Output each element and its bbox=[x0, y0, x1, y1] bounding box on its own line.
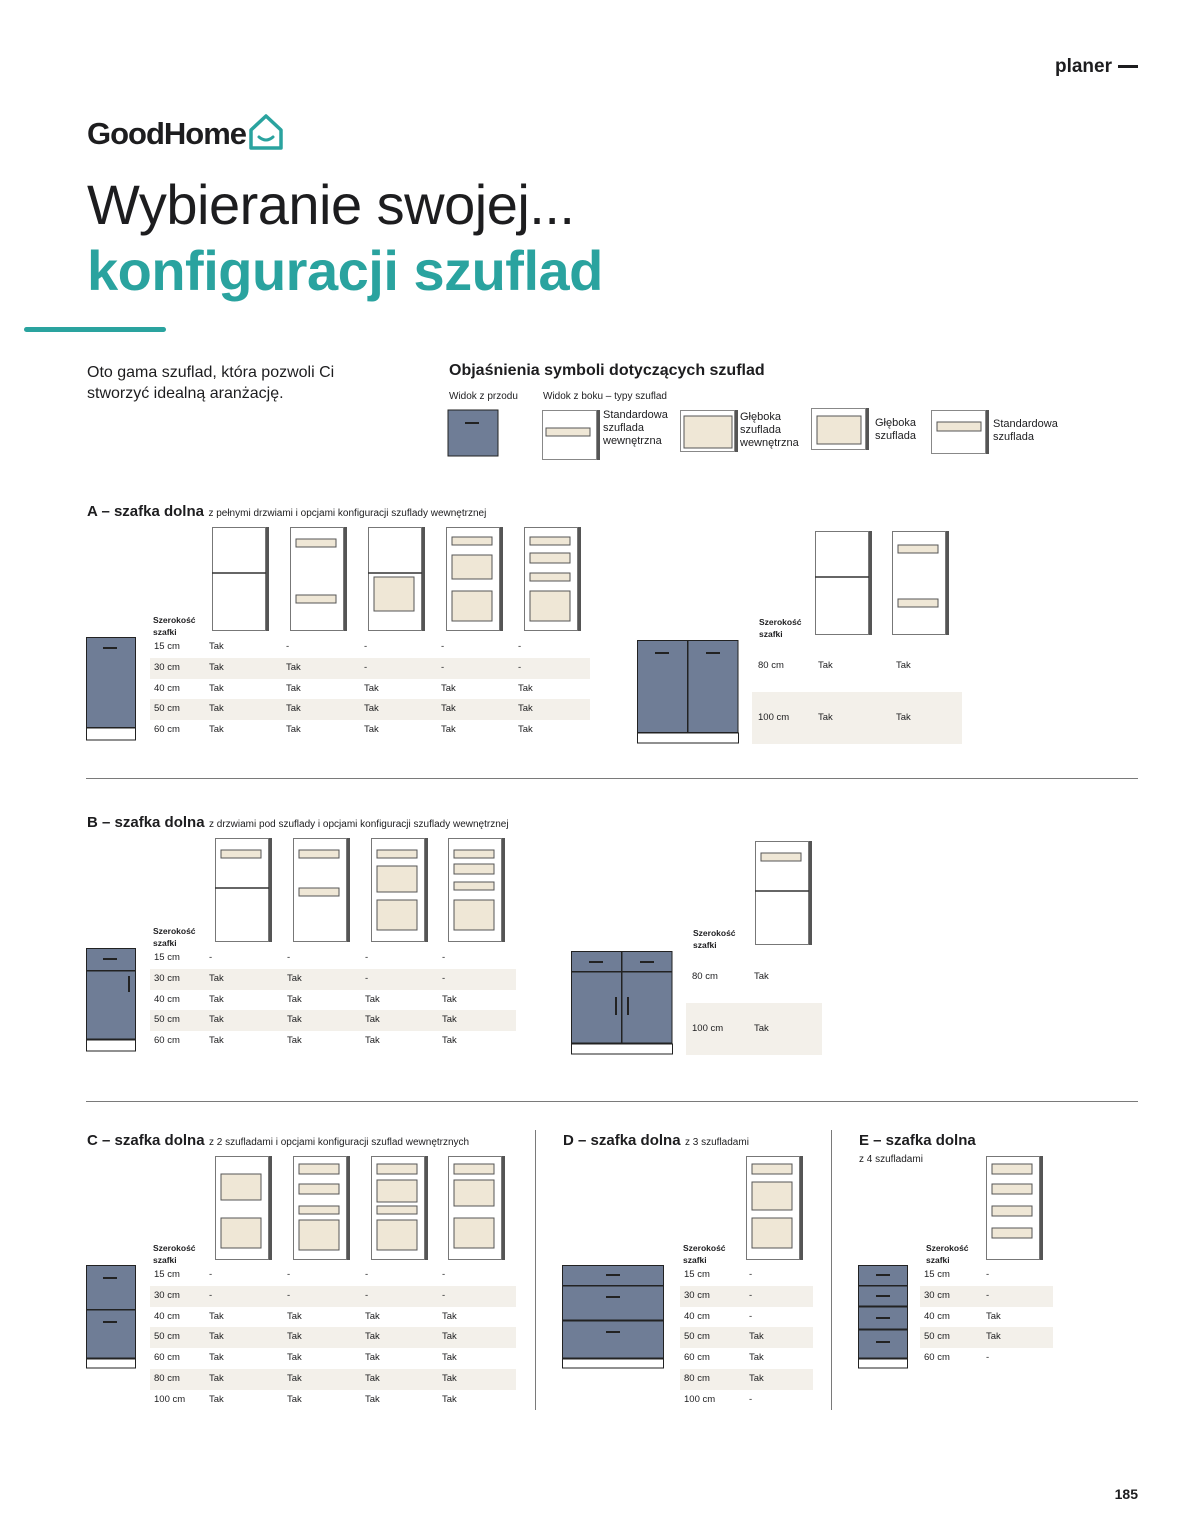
width-cell: 40 cm bbox=[154, 993, 180, 1005]
width-cell: 30 cm bbox=[150, 658, 205, 679]
width-cell: 100 cm bbox=[686, 1003, 748, 1055]
section-a-wide-cabinet-front-icon bbox=[637, 640, 741, 744]
drawer-shape bbox=[377, 900, 417, 930]
width-cell: 40 cm bbox=[154, 682, 180, 694]
width-cell: 100 cm bbox=[752, 692, 812, 744]
cabinet-door-edge bbox=[269, 838, 272, 942]
drawer-shape bbox=[752, 1182, 792, 1210]
availability-cell: - bbox=[986, 1269, 990, 1280]
section-d-subtitle: z 3 szufladami bbox=[685, 1137, 749, 1148]
availability-cell: Tak bbox=[209, 1352, 224, 1364]
width-cell: 80 cm bbox=[680, 1369, 745, 1390]
availability-cell: - bbox=[437, 658, 514, 679]
divider-2 bbox=[86, 1101, 1138, 1102]
availability-cell: Tak bbox=[283, 969, 361, 990]
availability-cell: Tak bbox=[514, 699, 590, 720]
section-a-subtitle: z pełnymi drzwiami i opcjami konfiguracji szuflady wewnętrznej bbox=[208, 508, 487, 519]
availability-cell: Tak bbox=[282, 699, 360, 720]
drawer-shape bbox=[454, 900, 494, 930]
width-cell: 60 cm bbox=[924, 1352, 950, 1364]
drawer-config-diagram bbox=[987, 1156, 1044, 1260]
width-cell: 30 cm bbox=[920, 1286, 982, 1307]
width-cell: 50 cm bbox=[150, 1010, 205, 1031]
availability-cell: Tak bbox=[282, 658, 360, 679]
drawer-shape bbox=[374, 577, 414, 611]
availability-cell: Tak bbox=[364, 682, 379, 694]
cabinet-door-edge bbox=[502, 838, 505, 942]
availability-cell: Tak bbox=[896, 660, 911, 671]
standard-drawer-icon bbox=[931, 410, 989, 454]
availability-cell: Tak bbox=[360, 699, 437, 720]
cabinet-door-edge bbox=[809, 841, 812, 945]
cabinet-door-edge bbox=[347, 838, 350, 942]
width-cell: 40 cm bbox=[154, 1310, 180, 1322]
availability-cell: - bbox=[287, 1269, 291, 1280]
availability-cell: Tak bbox=[365, 1035, 380, 1047]
availability-cell: Tak bbox=[365, 1393, 380, 1405]
width-cell: 50 cm bbox=[150, 699, 205, 720]
availability-cell: Tak bbox=[287, 1035, 302, 1047]
width-cell: 80 cm bbox=[692, 971, 718, 982]
availability-cell: - bbox=[441, 641, 445, 652]
availability-cell: - bbox=[442, 952, 446, 963]
availability-cell: Tak bbox=[982, 1327, 1053, 1348]
availability-cell: Tak bbox=[365, 1310, 380, 1322]
availability-cell: Tak bbox=[205, 1010, 283, 1031]
availability-cell: - bbox=[986, 1352, 990, 1364]
cabinet-door-edge bbox=[502, 1156, 505, 1260]
availability-cell: Tak bbox=[437, 699, 514, 720]
drawer-shape bbox=[377, 1180, 417, 1202]
cabinet-side-outline bbox=[816, 532, 869, 635]
drawer-shape bbox=[454, 864, 494, 874]
availability-cell: - bbox=[205, 1286, 283, 1307]
drawer-shape bbox=[221, 850, 261, 858]
section-a-title: A – szafka dolna z pełnymi drzwiami i opcjami konfiguracji szuflady wewnętrznej bbox=[87, 503, 487, 520]
availability-cell: Tak bbox=[209, 682, 224, 694]
width-cell: 15 cm bbox=[154, 952, 180, 963]
availability-cell: - bbox=[749, 1269, 753, 1280]
availability-cell: Tak bbox=[442, 1352, 457, 1364]
drawer-config-diagram bbox=[815, 531, 872, 635]
section-d-cabinet-front-icon bbox=[562, 1265, 666, 1369]
cabinet-door-edge bbox=[1040, 1156, 1043, 1260]
width-cell: 15 cm bbox=[684, 1269, 710, 1280]
width-cell: 80 cm bbox=[758, 660, 784, 671]
section-e-drawer-configs bbox=[0, 0, 1, 1]
drawer-config-diagram bbox=[212, 527, 269, 631]
availability-cell: - bbox=[749, 1310, 753, 1322]
section-b-cabinet-front-icon bbox=[86, 948, 136, 1052]
section-d-table bbox=[680, 1265, 813, 1411]
legend-item-4: Standardowa szuflada bbox=[993, 418, 1058, 443]
section-b-subtitle: z drzwiami pod szuflady i opcjami konfiguracji szuflady wewnętrznej bbox=[209, 819, 509, 830]
section-label: planer bbox=[1055, 56, 1138, 78]
page-title-line2: konfiguracji szuflad bbox=[87, 239, 603, 302]
availability-cell: - bbox=[438, 969, 516, 990]
deep-drawer-icon bbox=[811, 408, 869, 450]
width-cell: 60 cm bbox=[154, 724, 180, 736]
drawer-config-diagram bbox=[291, 527, 348, 631]
drawer-shape bbox=[221, 1218, 261, 1248]
drawer-shape bbox=[299, 888, 339, 896]
drawer-config-diagram bbox=[368, 527, 425, 631]
width-cell: 30 cm bbox=[150, 1286, 205, 1307]
divider-1 bbox=[86, 778, 1138, 779]
cabinet-door-edge bbox=[425, 1156, 428, 1260]
legend-side-view-label: Widok z boku – typy szuflad bbox=[543, 391, 667, 402]
availability-cell: - bbox=[518, 641, 522, 652]
page-number: 185 bbox=[1114, 1486, 1138, 1502]
availability-cell: Tak bbox=[442, 993, 457, 1005]
availability-cell: - bbox=[745, 1286, 813, 1307]
section-b-wide-table bbox=[686, 951, 822, 1055]
drawer-shape bbox=[221, 1174, 261, 1200]
divider-de bbox=[831, 1130, 832, 1410]
cabinet-side-outline bbox=[213, 528, 266, 631]
availability-cell: Tak bbox=[818, 660, 833, 671]
drawer-shape bbox=[530, 591, 570, 621]
section-b-width-header: Szerokość szafki bbox=[153, 926, 196, 948]
drawer-shape bbox=[898, 599, 938, 607]
availability-cell: Tak bbox=[754, 971, 769, 982]
section-a-table bbox=[150, 637, 590, 741]
width-cell: 50 cm bbox=[150, 1327, 205, 1348]
availability-cell: Tak bbox=[442, 1035, 457, 1047]
availability-cell: Tak bbox=[518, 724, 533, 736]
drawer-shape bbox=[992, 1164, 1032, 1174]
width-cell: 100 cm bbox=[684, 1393, 716, 1405]
section-a-width-header: Szerokość szafki bbox=[153, 615, 196, 637]
width-cell: 60 cm bbox=[154, 1352, 180, 1364]
legend-front-view-label: Widok z przodu bbox=[449, 391, 518, 402]
drawer-shape bbox=[452, 555, 492, 579]
drawer-shape bbox=[992, 1228, 1032, 1238]
availability-cell: Tak bbox=[205, 699, 282, 720]
availability-cell: - bbox=[209, 952, 213, 963]
cabinet-door-edge bbox=[800, 1156, 803, 1260]
availability-cell: Tak bbox=[518, 682, 533, 694]
availability-cell: - bbox=[442, 1269, 446, 1280]
availability-cell: Tak bbox=[441, 724, 456, 736]
section-c-width-header: Szerokość szafki bbox=[153, 1243, 196, 1265]
divider-cd bbox=[535, 1130, 536, 1410]
drawer-config-diagram bbox=[449, 1156, 506, 1260]
drawer-config-diagram bbox=[747, 1156, 804, 1260]
width-cell: 15 cm bbox=[154, 1269, 180, 1280]
availability-cell: Tak bbox=[283, 1327, 361, 1348]
section-a-wide-width-header: Szerokość szafki bbox=[759, 617, 802, 639]
cabinet-door-edge bbox=[869, 531, 872, 635]
drawer-shape bbox=[296, 539, 336, 547]
width-cell: 100 cm bbox=[154, 1393, 186, 1405]
section-b-wide-width-header: Szerokość szafki bbox=[693, 928, 736, 950]
availability-cell: Tak bbox=[287, 1393, 302, 1405]
availability-cell: - bbox=[209, 1269, 213, 1280]
availability-cell: Tak bbox=[209, 1393, 224, 1405]
drawer-shape bbox=[992, 1206, 1032, 1216]
section-c-cabinet-front-icon bbox=[86, 1265, 136, 1369]
availability-cell: Tak bbox=[365, 1352, 380, 1364]
cabinet-door-edge bbox=[425, 838, 428, 942]
availability-cell: Tak bbox=[748, 1003, 822, 1055]
availability-cell: Tak bbox=[745, 1369, 813, 1390]
drawer-shape bbox=[299, 1206, 339, 1214]
availability-cell: Tak bbox=[890, 692, 962, 744]
width-cell: 30 cm bbox=[150, 969, 205, 990]
drawer-config-diagram bbox=[294, 1156, 351, 1260]
drawer-config-diagram bbox=[372, 1156, 429, 1260]
drawer-shape bbox=[299, 1220, 339, 1250]
availability-cell: Tak bbox=[287, 1310, 302, 1322]
front-view-icon bbox=[448, 410, 498, 456]
availability-cell: Tak bbox=[209, 1310, 224, 1322]
section-bar-icon bbox=[1118, 65, 1138, 68]
drawer-shape bbox=[377, 866, 417, 892]
drawer-shape bbox=[299, 1164, 339, 1174]
drawer-config-diagram bbox=[216, 1156, 273, 1260]
drawer-shape bbox=[452, 537, 492, 545]
section-d-width-header: Szerokość szafki bbox=[683, 1243, 726, 1265]
width-cell: 15 cm bbox=[924, 1269, 950, 1280]
cabinet-door-edge bbox=[344, 527, 347, 631]
availability-cell: Tak bbox=[749, 1352, 764, 1364]
drawer-shape bbox=[377, 1220, 417, 1250]
cabinet-door-edge bbox=[578, 527, 581, 631]
drawer-shape bbox=[530, 573, 570, 581]
drawer-config-diagram bbox=[525, 527, 582, 631]
availability-cell: - bbox=[749, 1393, 753, 1405]
availability-cell: - bbox=[364, 641, 368, 652]
availability-cell: Tak bbox=[209, 993, 224, 1005]
availability-cell: Tak bbox=[286, 724, 301, 736]
section-b-table bbox=[150, 948, 516, 1052]
drawer-shape bbox=[992, 1184, 1032, 1194]
availability-cell: Tak bbox=[438, 1010, 516, 1031]
drawer-config-diagram bbox=[215, 838, 272, 942]
availability-cell: Tak bbox=[287, 1352, 302, 1364]
section-a-wide-table bbox=[752, 640, 962, 744]
availability-cell: Tak bbox=[442, 1393, 457, 1405]
availability-cell: - bbox=[361, 1286, 438, 1307]
drawer-shape bbox=[299, 1184, 339, 1194]
availability-cell: Tak bbox=[205, 1369, 283, 1390]
cabinet-door-edge bbox=[946, 531, 949, 635]
availability-cell: - bbox=[286, 641, 290, 652]
intro-text: Oto gama szuflad, która pozwoli Ci stworzyć idealną aranżację. bbox=[87, 364, 335, 402]
legend-item-3: Głęboka szuflada bbox=[875, 417, 916, 442]
drawer-config-diagram bbox=[449, 838, 506, 942]
width-cell: 40 cm bbox=[924, 1310, 950, 1322]
availability-cell: - bbox=[360, 658, 437, 679]
drawer-shape bbox=[761, 853, 801, 861]
availability-cell: Tak bbox=[286, 682, 301, 694]
width-cell: 30 cm bbox=[680, 1286, 745, 1307]
width-cell: 60 cm bbox=[684, 1352, 710, 1364]
availability-cell: - bbox=[514, 658, 590, 679]
section-e-table bbox=[920, 1265, 1053, 1369]
cabinet-door-edge bbox=[347, 1156, 350, 1260]
deep-internal-drawer-icon bbox=[680, 410, 738, 452]
width-cell: 50 cm bbox=[920, 1327, 982, 1348]
availability-cell: Tak bbox=[361, 1327, 438, 1348]
availability-cell: Tak bbox=[209, 1035, 224, 1047]
drawer-config-diagram bbox=[447, 527, 504, 631]
availability-cell: Tak bbox=[361, 1010, 438, 1031]
availability-cell: Tak bbox=[205, 658, 282, 679]
cabinet-door-edge bbox=[500, 527, 503, 631]
section-b-wide-cabinet-front-icon bbox=[571, 951, 675, 1055]
width-cell: 50 cm bbox=[680, 1327, 745, 1348]
section-a-cabinet-front-icon bbox=[86, 637, 136, 741]
house-logo-icon bbox=[248, 112, 284, 152]
availability-cell: - bbox=[365, 1269, 369, 1280]
brand-logo bbox=[87, 112, 284, 152]
legend-item-1: Standardowa szuflada wewnętrzna bbox=[603, 409, 668, 447]
availability-cell: Tak bbox=[812, 692, 890, 744]
section-c-table bbox=[150, 1265, 516, 1411]
drawer-shape bbox=[377, 1206, 417, 1214]
width-cell: 60 cm bbox=[154, 1035, 180, 1047]
availability-cell: Tak bbox=[361, 1369, 438, 1390]
availability-cell: - bbox=[361, 969, 438, 990]
legend-item-2: Głęboka szuflada wewnętrzna bbox=[740, 411, 799, 449]
availability-cell: Tak bbox=[287, 993, 302, 1005]
drawer-shape bbox=[454, 882, 494, 890]
availability-cell: Tak bbox=[364, 724, 379, 736]
drawer-shape bbox=[377, 850, 417, 858]
availability-cell: - bbox=[283, 1286, 361, 1307]
drawer-shape bbox=[752, 1218, 792, 1248]
cabinet-door-edge bbox=[422, 527, 425, 631]
title-underline bbox=[24, 327, 166, 332]
section-c-subtitle: z 2 szufladami i opcjami konfiguracji szuflad wewnętrznych bbox=[209, 1137, 470, 1148]
standard-internal-drawer-icon bbox=[542, 410, 600, 460]
availability-cell: Tak bbox=[365, 993, 380, 1005]
section-e-subtitle: z 4 szufladami bbox=[859, 1154, 923, 1165]
availability-cell: Tak bbox=[209, 641, 224, 652]
section-e-title: E – szafka dolna bbox=[859, 1132, 976, 1149]
availability-cell: Tak bbox=[438, 1327, 516, 1348]
availability-cell: Tak bbox=[283, 1010, 361, 1031]
cabinet-door-edge bbox=[269, 1156, 272, 1260]
availability-cell: Tak bbox=[209, 724, 224, 736]
section-d-title: D – szafka dolna z 3 szufladami bbox=[563, 1132, 749, 1149]
section-e-width-header: Szerokość szafki bbox=[926, 1243, 969, 1265]
availability-cell: Tak bbox=[205, 1327, 283, 1348]
drawer-config-diagram bbox=[755, 841, 812, 945]
availability-cell: Tak bbox=[205, 969, 283, 990]
drawer-shape bbox=[454, 1164, 494, 1174]
drawer-config-diagram bbox=[294, 838, 351, 942]
availability-cell: Tak bbox=[745, 1327, 813, 1348]
drawer-shape bbox=[752, 1164, 792, 1174]
width-cell: 40 cm bbox=[684, 1310, 710, 1322]
availability-cell: Tak bbox=[438, 1369, 516, 1390]
drawer-shape bbox=[377, 1164, 417, 1174]
legend-title: Objaśnienia symboli dotyczących szuflad bbox=[449, 362, 765, 379]
drawer-config-diagram bbox=[893, 531, 950, 635]
drawer-shape bbox=[454, 850, 494, 858]
availability-cell: Tak bbox=[442, 1310, 457, 1322]
logo-text: GoodHome bbox=[87, 116, 247, 151]
page-title-line1: Wybieranie swojej... bbox=[87, 173, 575, 236]
drawer-shape bbox=[452, 591, 492, 621]
availability-cell: - bbox=[982, 1286, 1053, 1307]
width-cell: 15 cm bbox=[154, 641, 180, 652]
drawer-shape bbox=[530, 553, 570, 563]
drawer-shape bbox=[454, 1180, 494, 1206]
availability-cell: Tak bbox=[441, 682, 456, 694]
availability-cell: Tak bbox=[283, 1369, 361, 1390]
drawer-shape bbox=[530, 537, 570, 545]
availability-cell: - bbox=[365, 952, 369, 963]
drawer-shape bbox=[898, 545, 938, 553]
availability-cell: - bbox=[287, 952, 291, 963]
cabinet-door-edge bbox=[266, 527, 269, 631]
section-b-title: B – szafka dolna z drzwiami pod szuflady i opcjami konfiguracji szuflady wewnętrznej bbox=[87, 814, 509, 831]
section-c-title: C – szafka dolna z 2 szufladami i opcjami konfiguracji szuflad wewnętrznych bbox=[87, 1132, 470, 1149]
drawer-config-diagram bbox=[372, 838, 429, 942]
drawer-shape bbox=[296, 595, 336, 603]
availability-cell: - bbox=[438, 1286, 516, 1307]
drawer-shape bbox=[299, 850, 339, 858]
width-cell: 80 cm bbox=[150, 1369, 205, 1390]
drawer-shape bbox=[454, 1218, 494, 1248]
section-e-cabinet-front-icon bbox=[858, 1265, 910, 1369]
availability-cell: Tak bbox=[986, 1310, 1001, 1322]
